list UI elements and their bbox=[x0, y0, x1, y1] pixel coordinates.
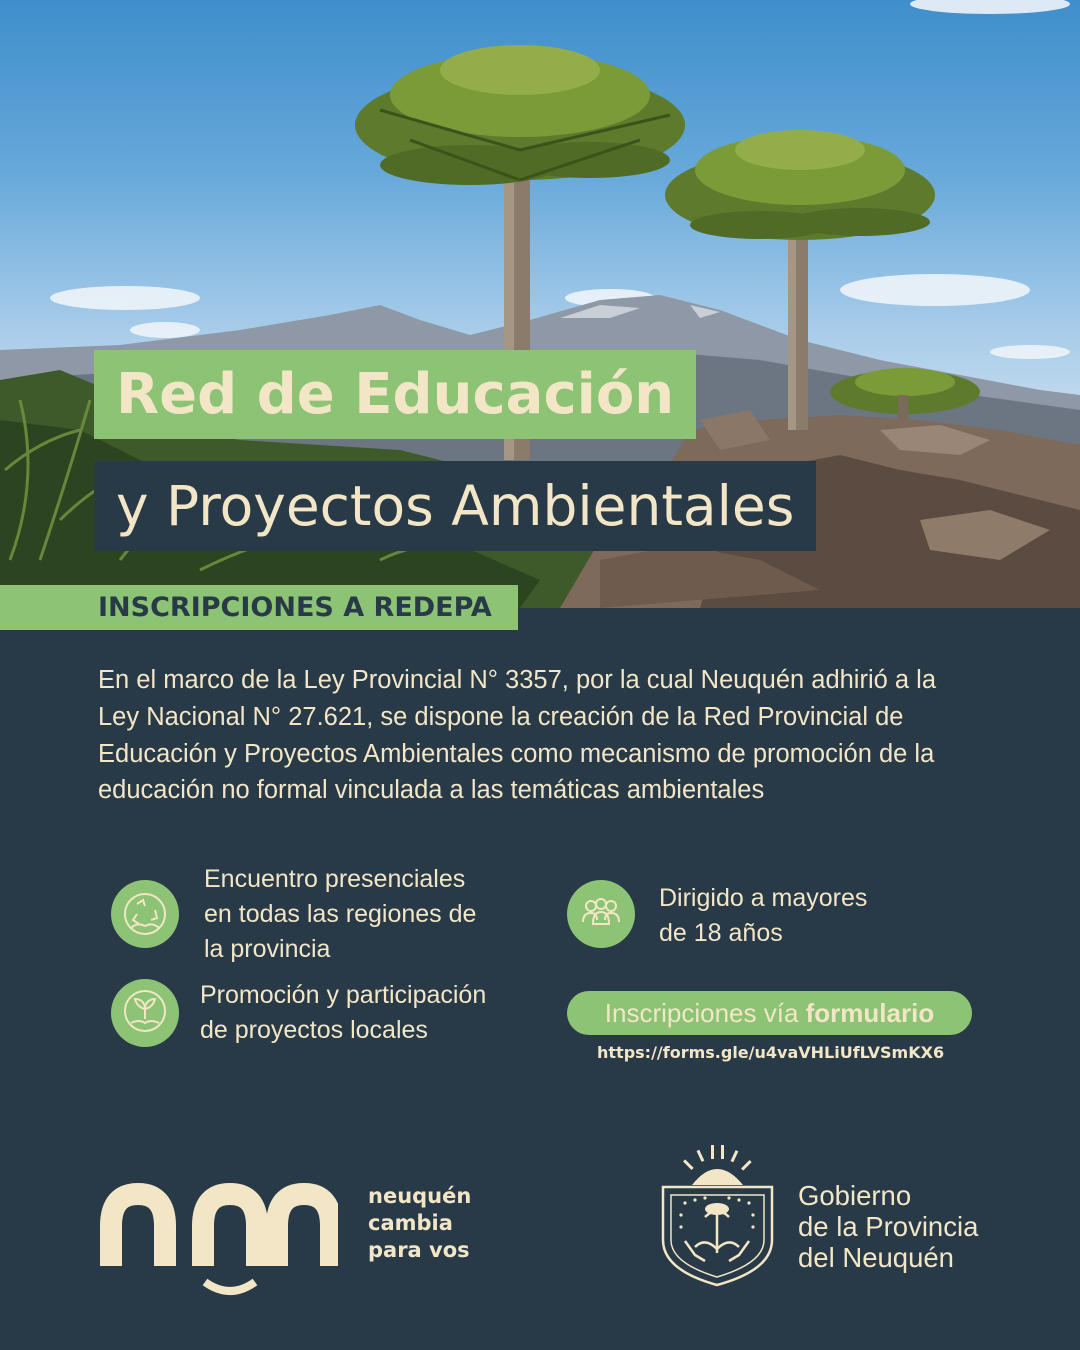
feature-mayores-line-2: de 18 años bbox=[659, 919, 783, 947]
cta-bold: formulario bbox=[805, 998, 935, 1028]
form-link[interactable]: https://forms.gle/u4vaVHLiUfLVSmKX6 bbox=[597, 1043, 945, 1062]
feature-proyectos bbox=[200, 978, 486, 1048]
government-name bbox=[798, 1180, 978, 1273]
slogan-line-2: cambia bbox=[368, 1211, 453, 1235]
feature-mayores bbox=[659, 881, 867, 951]
feature-mayores-line-1: Dirigido a mayores bbox=[659, 884, 868, 912]
feature-encuentros-line-3: la provincia bbox=[204, 935, 331, 963]
title-line-1: Red de Educación bbox=[94, 350, 696, 439]
recycle-hands-icon bbox=[111, 880, 179, 948]
feature-encuentros-line-1: Encuentro presenciales bbox=[204, 865, 466, 893]
inscripciones-button[interactable] bbox=[567, 991, 972, 1035]
feature-proyectos-line-2: de proyectos locales bbox=[200, 1016, 428, 1044]
subtitle-banner: INSCRIPCIONES A REDEPA bbox=[0, 585, 518, 630]
provincial-seal-icon bbox=[655, 1145, 780, 1290]
nqn-logo bbox=[100, 1182, 338, 1298]
feature-proyectos-line-1: Promoción y participación bbox=[200, 981, 487, 1009]
people-group-icon bbox=[567, 880, 635, 948]
intro-paragraph: En el marco de la Ley Provincial N° 3357, por la cual Neuquén adhirió a la Ley Nacional N° 27.621, se dispone la creación de la Red Provincial de Educación y Proyectos Ambientales como mecanismo de promoción de la educación no formal vinculada a las temáticas ambientales bbox=[98, 666, 937, 805]
gov-name-line-3: del Neuquén bbox=[798, 1242, 954, 1273]
brand-slogan bbox=[368, 1183, 471, 1264]
title-line-2: y Proyectos Ambientales bbox=[94, 461, 816, 551]
cta-prefix: Inscripciones vía bbox=[604, 998, 806, 1028]
gov-name-line-1: Gobierno bbox=[798, 1180, 912, 1211]
feature-encuentros bbox=[204, 862, 476, 967]
slogan-line-1: neuquén bbox=[368, 1184, 472, 1208]
plant-hand-icon bbox=[111, 979, 179, 1047]
feature-encuentros-line-2: en todas las regiones de bbox=[204, 900, 477, 928]
gov-name-line-2: de la Provincia bbox=[798, 1211, 979, 1242]
slogan-line-3: para vos bbox=[368, 1238, 470, 1262]
